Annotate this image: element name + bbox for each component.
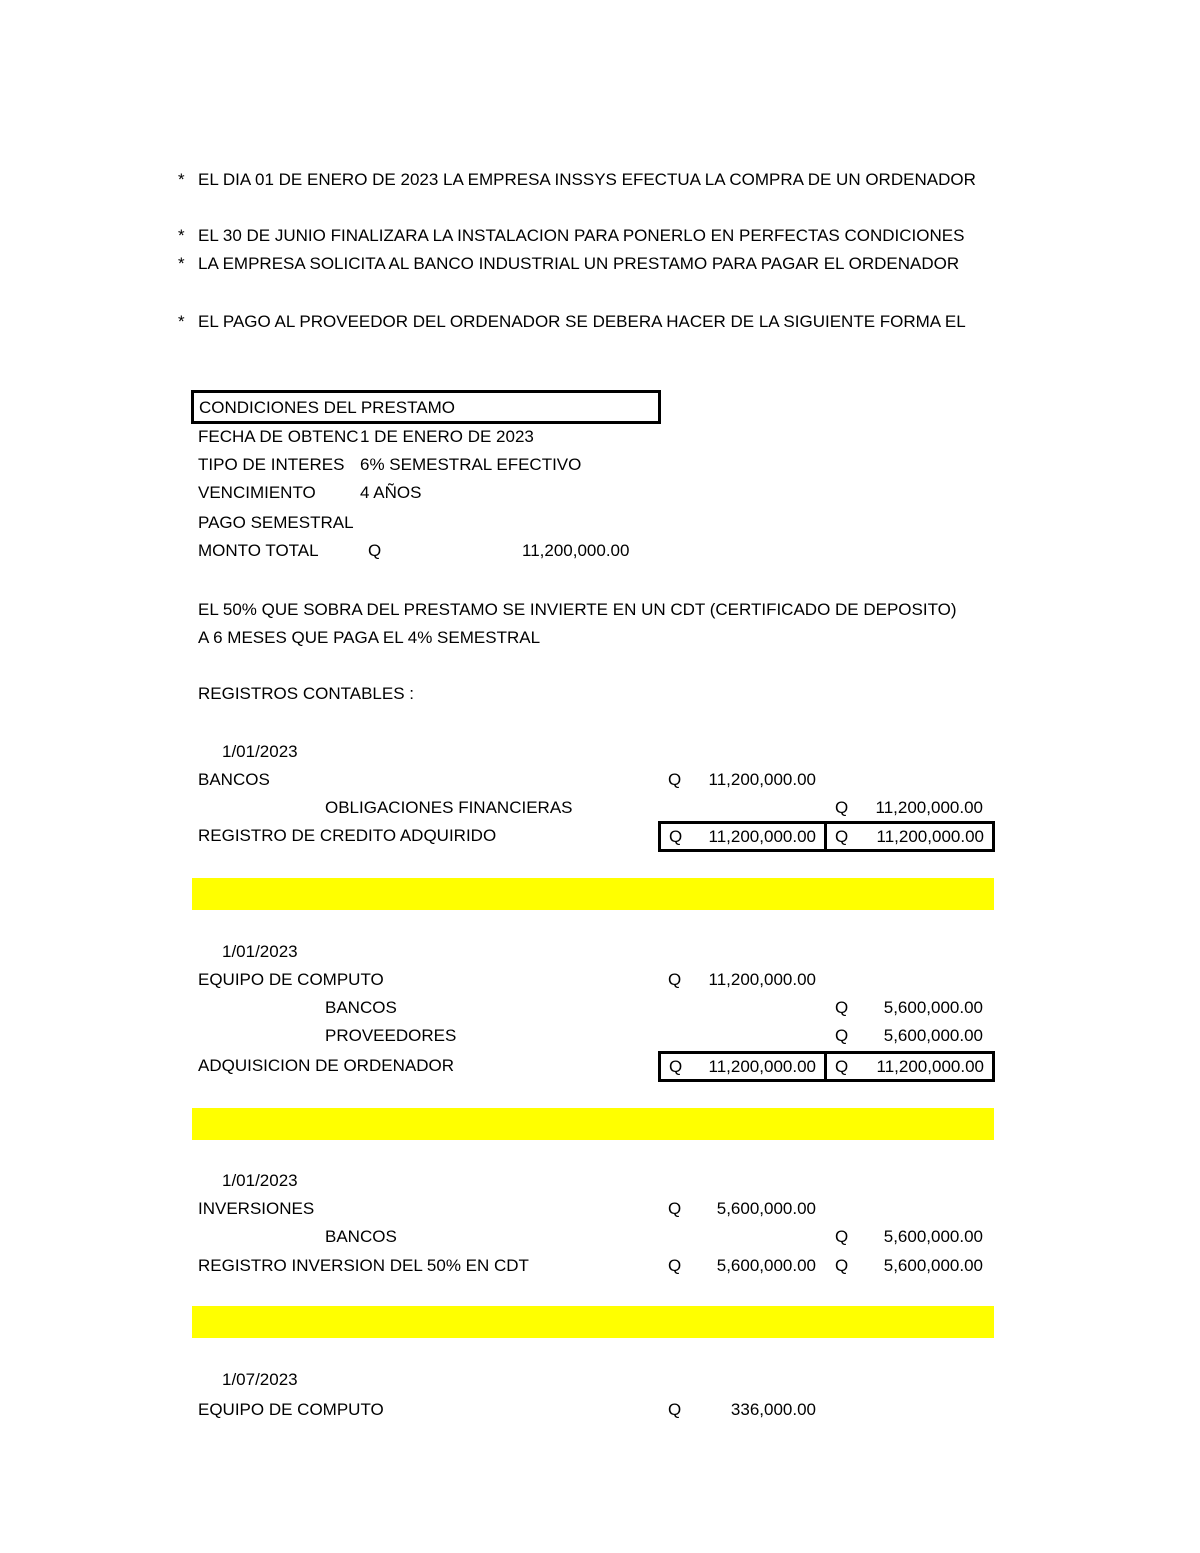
interes-label: TIPO DE INTERES <box>198 455 345 474</box>
credit-account: PROVEEDORES <box>325 1026 457 1045</box>
amount-value: 5,600,000.00 <box>716 1199 816 1218</box>
fecha-label: FECHA DE OBTENC <box>198 427 359 446</box>
amount-value: 5,600,000.00 <box>883 1256 983 1275</box>
entry-totals <box>658 821 995 852</box>
statement-text: EL DIA 01 DE ENERO DE 2023 LA EMPRESA INSSYS EFECTUA LA COMPRA DE UN ORDENADOR <box>198 170 976 189</box>
entry-date: 1/01/2023 <box>222 742 298 761</box>
monto-label: MONTO TOTAL <box>198 541 319 560</box>
amount-value: 11,200,000.00 <box>875 798 983 817</box>
currency-symbol: Q <box>668 1400 682 1419</box>
debit-account: BANCOS <box>198 770 270 789</box>
currency-symbol: Q <box>668 1256 682 1275</box>
fecha-value: 1 DE ENERO DE 2023 <box>360 427 534 446</box>
amount-value: 11,200,000.00 <box>708 770 816 789</box>
entry-description: ADQUISICION DE ORDENADOR <box>198 1056 454 1075</box>
currency-symbol: Q <box>835 998 849 1017</box>
currency-symbol: Q <box>835 1057 849 1076</box>
cdt-note-line: A 6 MESES QUE PAGA EL 4% SEMESTRAL <box>198 628 541 647</box>
currency-symbol: Q <box>668 770 682 789</box>
amount-value: 11,200,000.00 <box>876 1057 984 1076</box>
amount-value: 11,200,000.00 <box>708 1057 816 1076</box>
currency-symbol: Q <box>669 1057 683 1076</box>
credit-account: OBLIGACIONES FINANCIERAS <box>325 798 573 817</box>
registros-heading: REGISTROS CONTABLES : <box>198 684 415 703</box>
debit-account: EQUIPO DE COMPUTO <box>198 1400 384 1419</box>
credit-account: BANCOS <box>325 1227 397 1246</box>
currency-symbol: Q <box>835 1227 849 1246</box>
total-credit <box>827 1054 992 1079</box>
bullet-marker: * <box>178 226 185 245</box>
amount-value: 11,200,000.00 <box>708 970 816 989</box>
highlight-separator <box>192 878 994 910</box>
currency-symbol: Q <box>668 1199 682 1218</box>
amount-value: 5,600,000.00 <box>883 1227 983 1246</box>
highlight-separator <box>192 1306 994 1338</box>
entry-date: 1/01/2023 <box>222 1171 298 1190</box>
total-credit <box>827 824 992 849</box>
debit-account: EQUIPO DE COMPUTO <box>198 970 384 989</box>
highlight-separator <box>192 1108 994 1140</box>
total-debit <box>661 1054 827 1079</box>
amount-value: 11,200,000.00 <box>876 827 984 846</box>
amount-value: 11,200,000.00 <box>708 827 816 846</box>
cdt-note-line: EL 50% QUE SOBRA DEL PRESTAMO SE INVIERTE EN UN CDT (CERTIFICADO DE DEPOSITO) <box>198 600 957 619</box>
amount-value: 336,000.00 <box>730 1400 816 1419</box>
currency-symbol: Q <box>669 827 683 846</box>
entry-totals <box>658 1051 995 1082</box>
loan-conditions-heading: CONDICIONES DEL PRESTAMO <box>199 398 455 417</box>
monto-currency: Q <box>368 541 382 560</box>
amount-value: 5,600,000.00 <box>716 1256 816 1275</box>
total-debit <box>661 824 827 849</box>
statement-text: EL PAGO AL PROVEEDOR DEL ORDENADOR SE DEBERA HACER DE LA SIGUIENTE FORMA EL <box>198 312 966 331</box>
bullet-marker: * <box>178 170 185 189</box>
statement-text: LA EMPRESA SOLICITA AL BANCO INDUSTRIAL UN PRESTAMO PARA PAGAR EL ORDENADOR <box>198 254 960 273</box>
bullet-marker: * <box>178 254 185 273</box>
amount-value: 5,600,000.00 <box>883 1026 983 1045</box>
statement-text: EL 30 DE JUNIO FINALIZARA LA INSTALACION PARA PONERLO EN PERFECTAS CONDICIONES <box>198 226 965 245</box>
currency-symbol: Q <box>835 798 849 817</box>
interes-value: 6% SEMESTRAL EFECTIVO <box>360 455 582 474</box>
entry-date: 1/01/2023 <box>222 942 298 961</box>
currency-symbol: Q <box>835 1026 849 1045</box>
entry-date: 1/07/2023 <box>222 1370 298 1389</box>
monto-value: 11,200,000.00 <box>522 541 630 560</box>
pago-label: PAGO SEMESTRAL <box>198 513 354 532</box>
amount-value: 5,600,000.00 <box>883 998 983 1017</box>
bullet-marker: * <box>178 312 185 331</box>
credit-account: BANCOS <box>325 998 397 1017</box>
vencimiento-value: 4 AÑOS <box>360 483 422 502</box>
entry-description: REGISTRO INVERSION DEL 50% EN CDT <box>198 1256 529 1275</box>
vencimiento-label: VENCIMIENTO <box>198 483 316 502</box>
currency-symbol: Q <box>668 970 682 989</box>
entry-description: REGISTRO DE CREDITO ADQUIRIDO <box>198 826 497 845</box>
currency-symbol: Q <box>835 827 849 846</box>
loan-conditions-heading-box <box>191 390 661 424</box>
debit-account: INVERSIONES <box>198 1199 315 1218</box>
currency-symbol: Q <box>835 1256 849 1275</box>
